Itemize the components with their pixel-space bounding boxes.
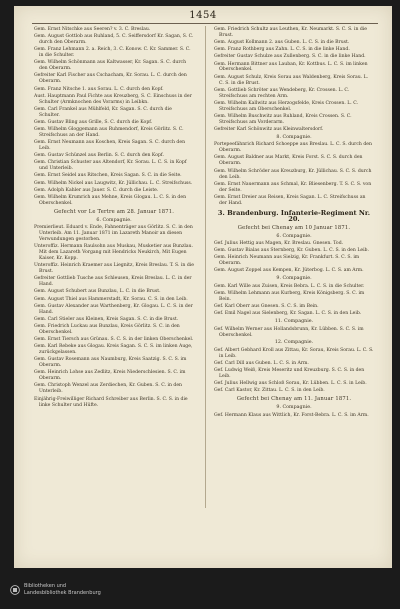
company-subhead: 8. Compagnie. [276, 134, 312, 140]
casualty-entry: Gem. Heinrich Lohse aus Zedlitz, Kreis Niederschlesien. S. C. im Oberarm. [34, 370, 186, 382]
casualty-entry: Gem. Wilhelm Schröder aus Kreuzburg, Kr. Jüllichau. S. C. S. durch den Leib. [214, 168, 372, 180]
casualty-entry: Gem. Friedrich Schultz aus Leuthen, Kr. Neumarkt. S. C. S. in die Brust. [214, 27, 367, 38]
casualty-entry: Gem. Adolph Kahler aus Jauer. S. C. durch die Leiste. [34, 187, 159, 193]
library-logo-icon [10, 585, 20, 595]
casualty-entry: Unteroffiz. Heinrich Kraemer aus Liegnitz, Kreis Breslau. T. S. in die Brust. [34, 263, 194, 275]
battle-heading: Gefecht bei Chenay am 10 Januar 1871. [237, 224, 351, 231]
section-heading: Gefecht vor Le Tertre am 28. Januar 1871. [53, 208, 175, 215]
page-number: 1454 [189, 10, 217, 21]
casualty-entry: Gef. Carl Kastor, Kr. Zittau. L. C. S. in den Leib. [214, 388, 325, 394]
left-column [34, 27, 194, 410]
casualty-entry: Gef. Wilhelm Werner aus Hollandsbrunn, Kr. Lübben. S. C. S. im Oberschenkel. [214, 326, 364, 338]
footer-line-1: Bibliotheken und [24, 583, 67, 589]
casualty-entry: Gem. Wilhelm Gloggemann aus Ruhmendorf, Kreis Görlitz. S. C. Streifschuss an der Hand. [34, 126, 184, 138]
casualty-entry: Gef. Hermann Klaus aus Wittlich, Kr. Forst-Bebra. L. C. S. im Arm. [214, 412, 369, 418]
casualty-entry: Gefreiter Gottlieb Tusche aus Schleusen, Kreis Breslau. L. C. in der Hand. [34, 276, 192, 288]
casualty-entry: Gefreiter Gustav Schulze aus Zullenberg. S. C. in die linke Hand. [214, 54, 366, 60]
casualty-entry: Gem. Ernst Neumann aus Koschen, Kreis Sagan. S. C. durch den Leib. [34, 140, 186, 152]
casualty-entry: Gef. Julius Hellwig aus Schloß Sorau, Kr. Lübben. L. C. S. in Leib. [214, 381, 367, 387]
company-subhead: 12. Compagnie. [274, 340, 314, 346]
right-section5-list [214, 348, 374, 394]
casualty-entry: Gem. Christian Schuster aus Altendorf, Kr. Sorau. L. C. S. in Kopf und Unterleib. [34, 160, 187, 172]
casualty-entry: Gef. Julius Hettig aus Magen, Kr. Breslau. Gnesen. Tod. [214, 240, 344, 246]
casualty-entry: Gefreiter Karl Fischer aus Cschacham, Kr. Sorau. L. C. durch den Oberarm. [34, 73, 187, 85]
casualty-entry: Einjährig-Freiwilliger Richard Schreiber aus Berlin. S. C. S. in die linke Schulter und Hüfte. [34, 396, 188, 408]
column-divider [205, 26, 206, 508]
casualty-entry: Gem. Wilhelm Krumrich aus Mehne, Kreis Glogau. L. C. S. in den Oberschenkel. [34, 194, 187, 206]
company-subhead: 6. Compagnie. [276, 233, 312, 239]
casualty-entry: Gem. Heinrich Neumann aus Sielzig, Kr. Frankfurt. S. C. S. im Oberarm. [214, 255, 360, 267]
casualty-entry: Unteroffiz. Hermann Raulsohn aus Muskau, Musketier aus Bunzlau. Mit dem Lazareth Vorgang mit Hendricks Neukirch, Mit Eugen Kaiser, Kr. Kopp. [34, 244, 194, 262]
casualty-entry: Gem. Gustav Bialas aus Sternberg, Kr. Guben. L. C. S. in den Leib. [214, 248, 369, 254]
casualty-entry: Gem. Carl Stieler aus Kleinen, Kreis Sagan. S. C. in die Brust. [34, 316, 179, 322]
casualty-entry: Gef. Albert Gebhard Kroll aus Zittau, Kr. Sorau, Kreis Sorau. L. C. S. in Leib. [214, 347, 374, 359]
casualty-entry: Gem. Franz Nitsche 1. aus Sorau. L. C. durch den Kopf. [34, 86, 164, 92]
footer-line-2: Landesbibliothek Brandenburg [24, 590, 101, 596]
casualty-entry: Gem. Franz Lehmann 2. a. Reich, 3. C. Konow. C. Kr. Sammer. S. C. in die Schulter. [34, 47, 191, 59]
battle-heading: Gefecht bei Chenay am 11. Januar 1871. [236, 396, 352, 403]
casualty-entry: Gem. Gustav Rosemann aus Naumburg, Kreis Saatzig. S. C. S. im Oberarm. [34, 357, 187, 369]
casualty-entry: Portepeefähnrich Richard Schoeppe aus Breslau. L. C. S. durch den Oberarm. [214, 142, 372, 154]
company-subhead: 9. Compagnie. [276, 276, 312, 282]
casualty-entry: Gem. Carl Frankel aus Mühlfeld, Kr. Sagan. S. C. durch die Schulter. [34, 106, 172, 118]
casualty-entry: Gem. August Kollmann 2. aus Guben. L. C. S. in die Brust. [214, 40, 350, 46]
casualty-entry: Gem. August Gottlob aus Ruhland, 5. C. Seiffersdorf Kr. Sagan, S. C. durch den Oberarm. [34, 34, 194, 46]
casualty-entry: Gem. Wilhelm Kallwitz aus Herzogsfelde, Kreis Crossen. L. C. Streifschuss am Oberschenkel. [214, 100, 359, 112]
company-subhead: 9. Compagnie. [276, 405, 312, 411]
casualty-entry: Gem. Franz Rothberg aus Zahn. L. C. S. in die linke Hand. [214, 47, 350, 53]
casualty-entry: Gem. Ernst Tiersch aus Grünau. S. C. S. in der linken Oberschenkel. [34, 337, 194, 343]
casualty-entry: Gem. Wilhelm Nickel aus Laugwitz, Kr. Jüllichau. L. C. Streifschuss. [34, 180, 193, 186]
left-section-list [34, 225, 194, 408]
casualty-entry: Gem. August Schubert aus Bunzlau, L. C. in die Brust. [34, 289, 161, 295]
casualty-entry: Gem. Karl Rebeke aus Glogau. Kreis Sagan. S. C. S. im linken Auge, zurückgelassen. [34, 344, 193, 356]
casualty-entry: Aust. Hauptmann Paul Fichte aus Kreuzberg, S. C. Einschuss in der Schulter (Armknochen des Vorarms) in Leibkn. [34, 93, 192, 105]
left-top-list [34, 27, 194, 207]
right-section6-list [214, 413, 374, 419]
casualty-entry: Gef. Emil Nagel aus Sielenberg, Kr. Sagan. L. C. S. in den Leib. [214, 311, 362, 317]
casualty-entry: Gem. Ernst Dreier aus Reisen, Kreis Sagan. L. C. Streifschuss an der Hand. [214, 194, 366, 206]
casualty-entry: Gem. Christoph Wenzel aus Zerdiechen, Kr. Guben. S. C. in den Unterleib. [34, 383, 182, 395]
header-rule [32, 23, 378, 24]
casualty-entry: Gem. Wilhelm Schönmann aus Kaltwasser, Kr. Sagan. S. C. durch den Oberarm. [34, 60, 187, 72]
casualty-entry: Gem. Gustav Bling aus Grille, S. C. durch die Kopf. [34, 119, 153, 125]
regiment-heading: 3. Brandenburg. Infanterie-Regiment Nr. 20. [217, 208, 371, 223]
company-subhead: 11. Compagnie. [274, 319, 314, 325]
casualty-entry: Gem. Gustav Alexander aus Warthenberg, Kr. Glogau. L. C. S. in der Hand. [34, 303, 193, 315]
casualty-entry: Gef. Karl Oberr aus Gnesen. S. C. S. im Bein. [214, 304, 319, 309]
right-mid-list [214, 142, 374, 206]
casualty-entry: Gem. Wilhelm Lehmann aus Kurberg, Kreis Königsberg. S. C. im Bein. [214, 290, 365, 302]
casualty-entry: Gem. August Schulz, Kreis Sorau aus Waldenberg, Kreis Sorau. L. C. S. in die Brust. [214, 74, 369, 86]
casualty-entry: Gem. Wilhelm Buschwitz aus Ruhland, Kreis Crossen. S. C. Streifschuss am Vorderarm. [214, 113, 352, 125]
casualty-entry: Gem. Hermann Bittner aus Lauban, Kr. Kottbus. L. C. S. im linken Oberschenkel. [214, 61, 368, 73]
casualty-entry: Gem. Ernst Nitschke aus Seeren? v. 3. C. Breslau. [34, 27, 151, 32]
casualty-entry: Gem. August Baldner aus Markt, Kreis Forst. S. C. S. durch den Oberarm. [214, 155, 363, 167]
casualty-entry: Gem. Ernst Seidel aus Ritschen, Kreis Sagan. S. C. in die Seite. [34, 173, 182, 179]
casualty-entry: Gef. Carl Dill aus Guben. L. C. S. in Arm. [214, 361, 309, 366]
casualty-entry: Gem. Gottlieb Schröter aus Wendeberg, Kr. Crossen. L. C. Streifschuss am rechten Arm. [214, 87, 350, 99]
document-page [14, 6, 392, 568]
section-subhead: 6. Compagnie. [96, 217, 132, 223]
right-section3-list [214, 284, 374, 317]
right-section2-list [214, 241, 374, 274]
library-footer [10, 583, 210, 597]
casualty-entry: Gem. August Zoppel aus Kempen, Kr. Jüterbog. L. C. S. am Arm. [214, 268, 364, 274]
casualty-entry: Gefreiter Karl Schönwitz aus Kleinwaltersdorf. [214, 126, 324, 132]
casualty-entry: Gem. Gustav Schünzel aus Berlin. S. C. durch den Kopf. [34, 153, 164, 159]
right-top-list [214, 27, 374, 133]
casualty-entry: Gem. August Thiel aus Hammerstadt, Kr. Sorau. C. S. in den Leib. [34, 296, 188, 302]
casualty-entry: Gef. Ludwig Weiß, Kreis Meseritz und Kreuzburg. S. C. S. in den Leib. [214, 368, 365, 380]
casualty-entry: Gem. Friedrich Luckau aus Bunzlau, Kreis Görlitz. S. C. in den Oberschenkel. [34, 323, 180, 335]
casualty-entry: Gem. Karl Wille aus Zuisen, Kreis Bebra. L. C. S. in die Schulter. [214, 283, 365, 289]
casualty-entry: Premierlieut. Eduard v. Ende, Fahnenträger aus Görlitz. S. C. in den Unterleib. Am 11. Januar 1871 im Lazareth Manoir an diesen Verwundungen gestorben. [34, 225, 193, 243]
casualty-entry: Gem. Ernst Nauermann aus Schmal, Kr. Bliesenberg. T. S. C. S. von der Seite. [214, 181, 372, 193]
right-column [214, 27, 374, 420]
right-section4-list [214, 327, 374, 339]
